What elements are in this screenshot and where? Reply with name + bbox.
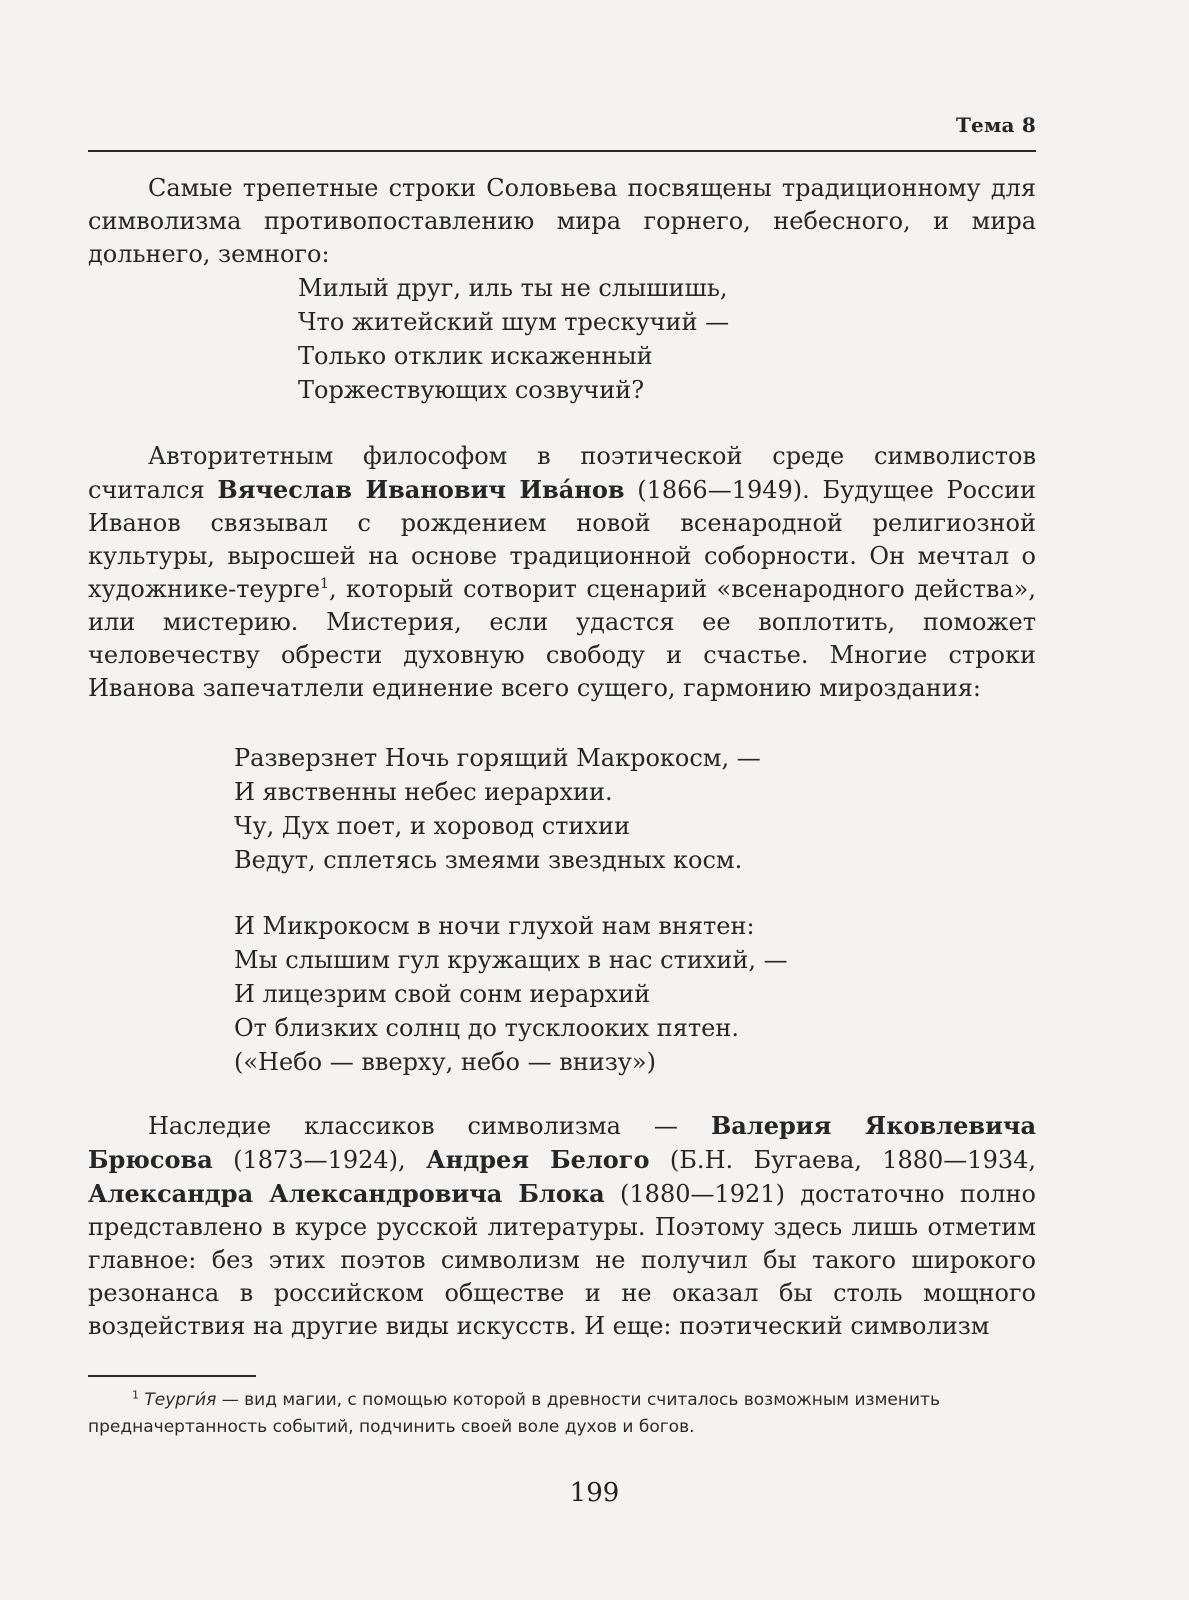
- paragraph-3-text-3: (Б.Н. Бугаева, 1880—1934,: [649, 1146, 1037, 1174]
- footnote-rule: [88, 1375, 256, 1377]
- verse-line: Торжествующих созвучий?: [298, 376, 645, 404]
- footnote-text: — вид магии, с помощью которой в древности считалось возможным изменить предначертанность событий, подчинить своей воле духов и богов.: [88, 1390, 940, 1437]
- paragraph-2: [88, 440, 1036, 705]
- footnote-term: Теурги́я: [144, 1390, 217, 1410]
- verse-line: Что житейский шум трескучий —: [298, 308, 730, 336]
- verse-line: Милый друг, иль ты не слышишь,: [298, 274, 728, 302]
- verse-line: Разверзнет Ночь горящий Макрокосм, —: [234, 744, 761, 772]
- paragraph-2-text-2: (1866—1949). Будущее России Иванов связывал с рождением новой всенародной религиозной культуры, выросшей на основе традиционной соборности. Он мечтал о художнике-теурге: [88, 476, 1037, 603]
- page-number: 199: [569, 1478, 620, 1508]
- verse-line: Чу, Дух поет, и хоровод стихии: [234, 812, 630, 840]
- poem-title: («Небо — вверху, небо — внизу»): [234, 1048, 656, 1076]
- name-bely: Андрея Белого: [426, 1145, 650, 1174]
- verse-line: И явственны небес иерархии.: [234, 778, 613, 806]
- verse-line: И лицезрим свой сонм иерархий: [234, 980, 651, 1008]
- verse-line: Мы слышим гул кружащих в нас стихий, —: [234, 946, 788, 974]
- paragraph-3-text-1: Наследие классиков символизма —: [148, 1112, 711, 1140]
- running-title: Тема 8: [955, 113, 1036, 137]
- poem-ivanov-stanza-1: [234, 741, 761, 877]
- name-ivanov: Вячеслав Иванович Ива́нов: [217, 475, 625, 504]
- footnote-mark: 1: [132, 1388, 139, 1402]
- footnote-reference[interactable]: 1: [320, 576, 329, 592]
- paragraph-3: [88, 1109, 1036, 1343]
- verse-line: От близких солнц до тусклооких пятен.: [234, 1014, 739, 1042]
- paragraph-1-text: Самые трепетные строки Соловьева посвящены традиционному для символизма противопоставлению мира горнего, небесного, и мира дольнего, земного:: [88, 174, 1036, 268]
- poem-ivanov-stanza-2: [234, 909, 788, 1079]
- verse-line: И Микрокосм в ночи глухой нам внятен:: [234, 912, 755, 940]
- name-bryusov: Валерия Яковлевича Брюсова: [88, 1111, 1037, 1174]
- header-rule: [88, 150, 1036, 152]
- poem-solovyov: [298, 271, 729, 407]
- verse-line: Только отклик искаженный: [298, 342, 653, 370]
- paragraph-1: [88, 172, 1036, 271]
- verse-line: Ведут, сплетясь змеями звездных косм.: [234, 846, 743, 874]
- footnote: [88, 1387, 1028, 1441]
- paragraph-2-text-1: Авторитетным философом в поэтической среде символистов считался: [88, 442, 1036, 504]
- paragraph-2-text-3: , который сотворит сценарий «всенародного действа», или мистерию. Мистерия, если удастся ее воплотить, поможет человечеству обрести духовную свободу и счастье. Многие строки Иванова запечатлели единение всего сущего, гармонию мироздания:: [88, 575, 1036, 702]
- paragraph-3-text-4: (1880—1921) достаточно полно представлено в курсе русской литературы. Поэтому здесь лишь отметим главное: без этих поэтов символизм не получил бы такого широкого резонанса в российском обществе и не оказал бы столь мощного воздействия на другие виды искусств. И еще: поэтический символизм: [88, 1180, 1037, 1340]
- paragraph-3-text-2: (1873—1924),: [212, 1146, 427, 1174]
- name-blok: Александра Александровича Блока: [88, 1179, 605, 1208]
